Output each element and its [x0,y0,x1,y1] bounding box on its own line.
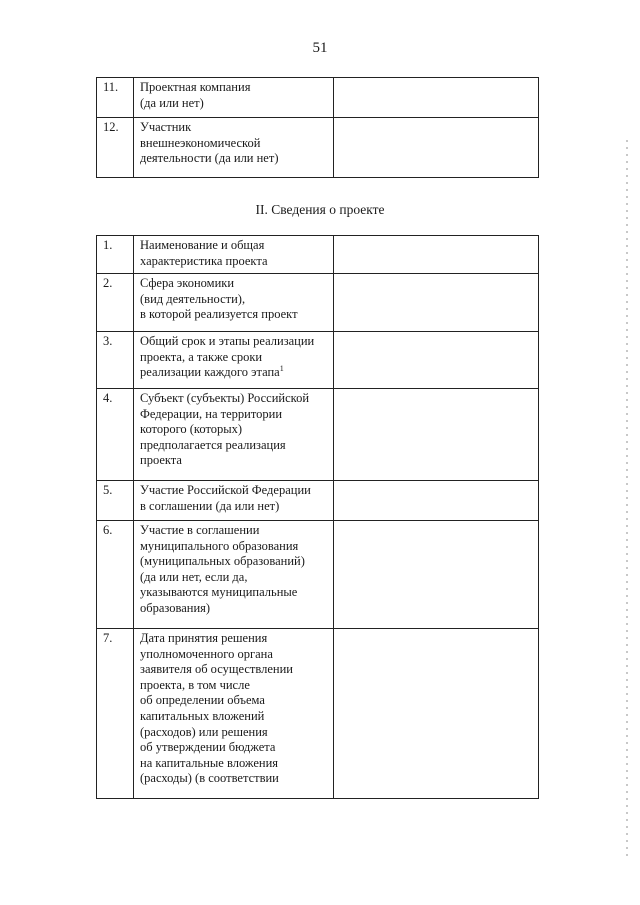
row-number: 6. [97,521,134,629]
row-value-cell[interactable] [334,481,539,521]
row-number: 7. [97,629,134,799]
table-row [97,481,539,521]
table-row [97,78,539,118]
row-label: Сфера экономики (вид деятельности), в которой реализуется проект [134,274,334,332]
table-row [97,332,539,389]
row-number: 1. [97,236,134,274]
row-value-cell[interactable] [334,236,539,274]
row-label: Участник внешнеэкономической деятельности (да или нет) [134,118,334,178]
table-row [97,274,539,332]
row-value-cell[interactable] [334,521,539,629]
footnote-marker: 1 [279,364,284,374]
row-label: Наименование и общая характеристика проекта [134,236,334,274]
table-row [97,236,539,274]
row-value-cell[interactable] [334,78,539,118]
row-label: Дата принятия решения уполномоченного органа заявителя об осуществлении проекта, в том числе об определении объема капитальных вложений (расходов) или решения об утверждении бюджета на капитальные вложения (расходы) (в соответствии [134,629,334,799]
section-heading: II. Сведения о проекте [255,202,385,217]
row-value-cell[interactable] [334,332,539,389]
row-label: Проектная компания (да или нет) [134,78,334,118]
applicant-info-table [96,77,539,178]
row-number: 5. [97,481,134,521]
row-number: 11. [97,78,134,118]
row-number: 4. [97,389,134,481]
project-info-table [96,235,539,799]
row-number: 3. [97,332,134,389]
row-label: Участие в соглашении муниципального образования (муниципальных образований) (да или нет, если да, указываются муниципальные образования) [134,521,334,629]
scan-edge-marks [626,140,628,860]
row-value-cell[interactable] [334,389,539,481]
table-row [97,521,539,629]
row-label: Участие Российской Федерации в соглашении (да или нет) [134,481,334,521]
row-label: Субъект (субъекты) Российской Федерации, на территории которого (которых) предполагается реализация проекта [134,389,334,481]
row-number: 12. [97,118,134,178]
row-value-cell[interactable] [334,274,539,332]
table-row [97,389,539,481]
table-row [97,629,539,799]
table-row [97,118,539,178]
row-value-cell[interactable] [334,118,539,178]
page-number: 51 [312,40,328,56]
row-number: 2. [97,274,134,332]
row-label [134,332,334,389]
row-value-cell[interactable] [334,629,539,799]
row-label-text: Общий срок и этапы реализации проекта, а также сроки реализации каждого этапа [140,334,315,380]
